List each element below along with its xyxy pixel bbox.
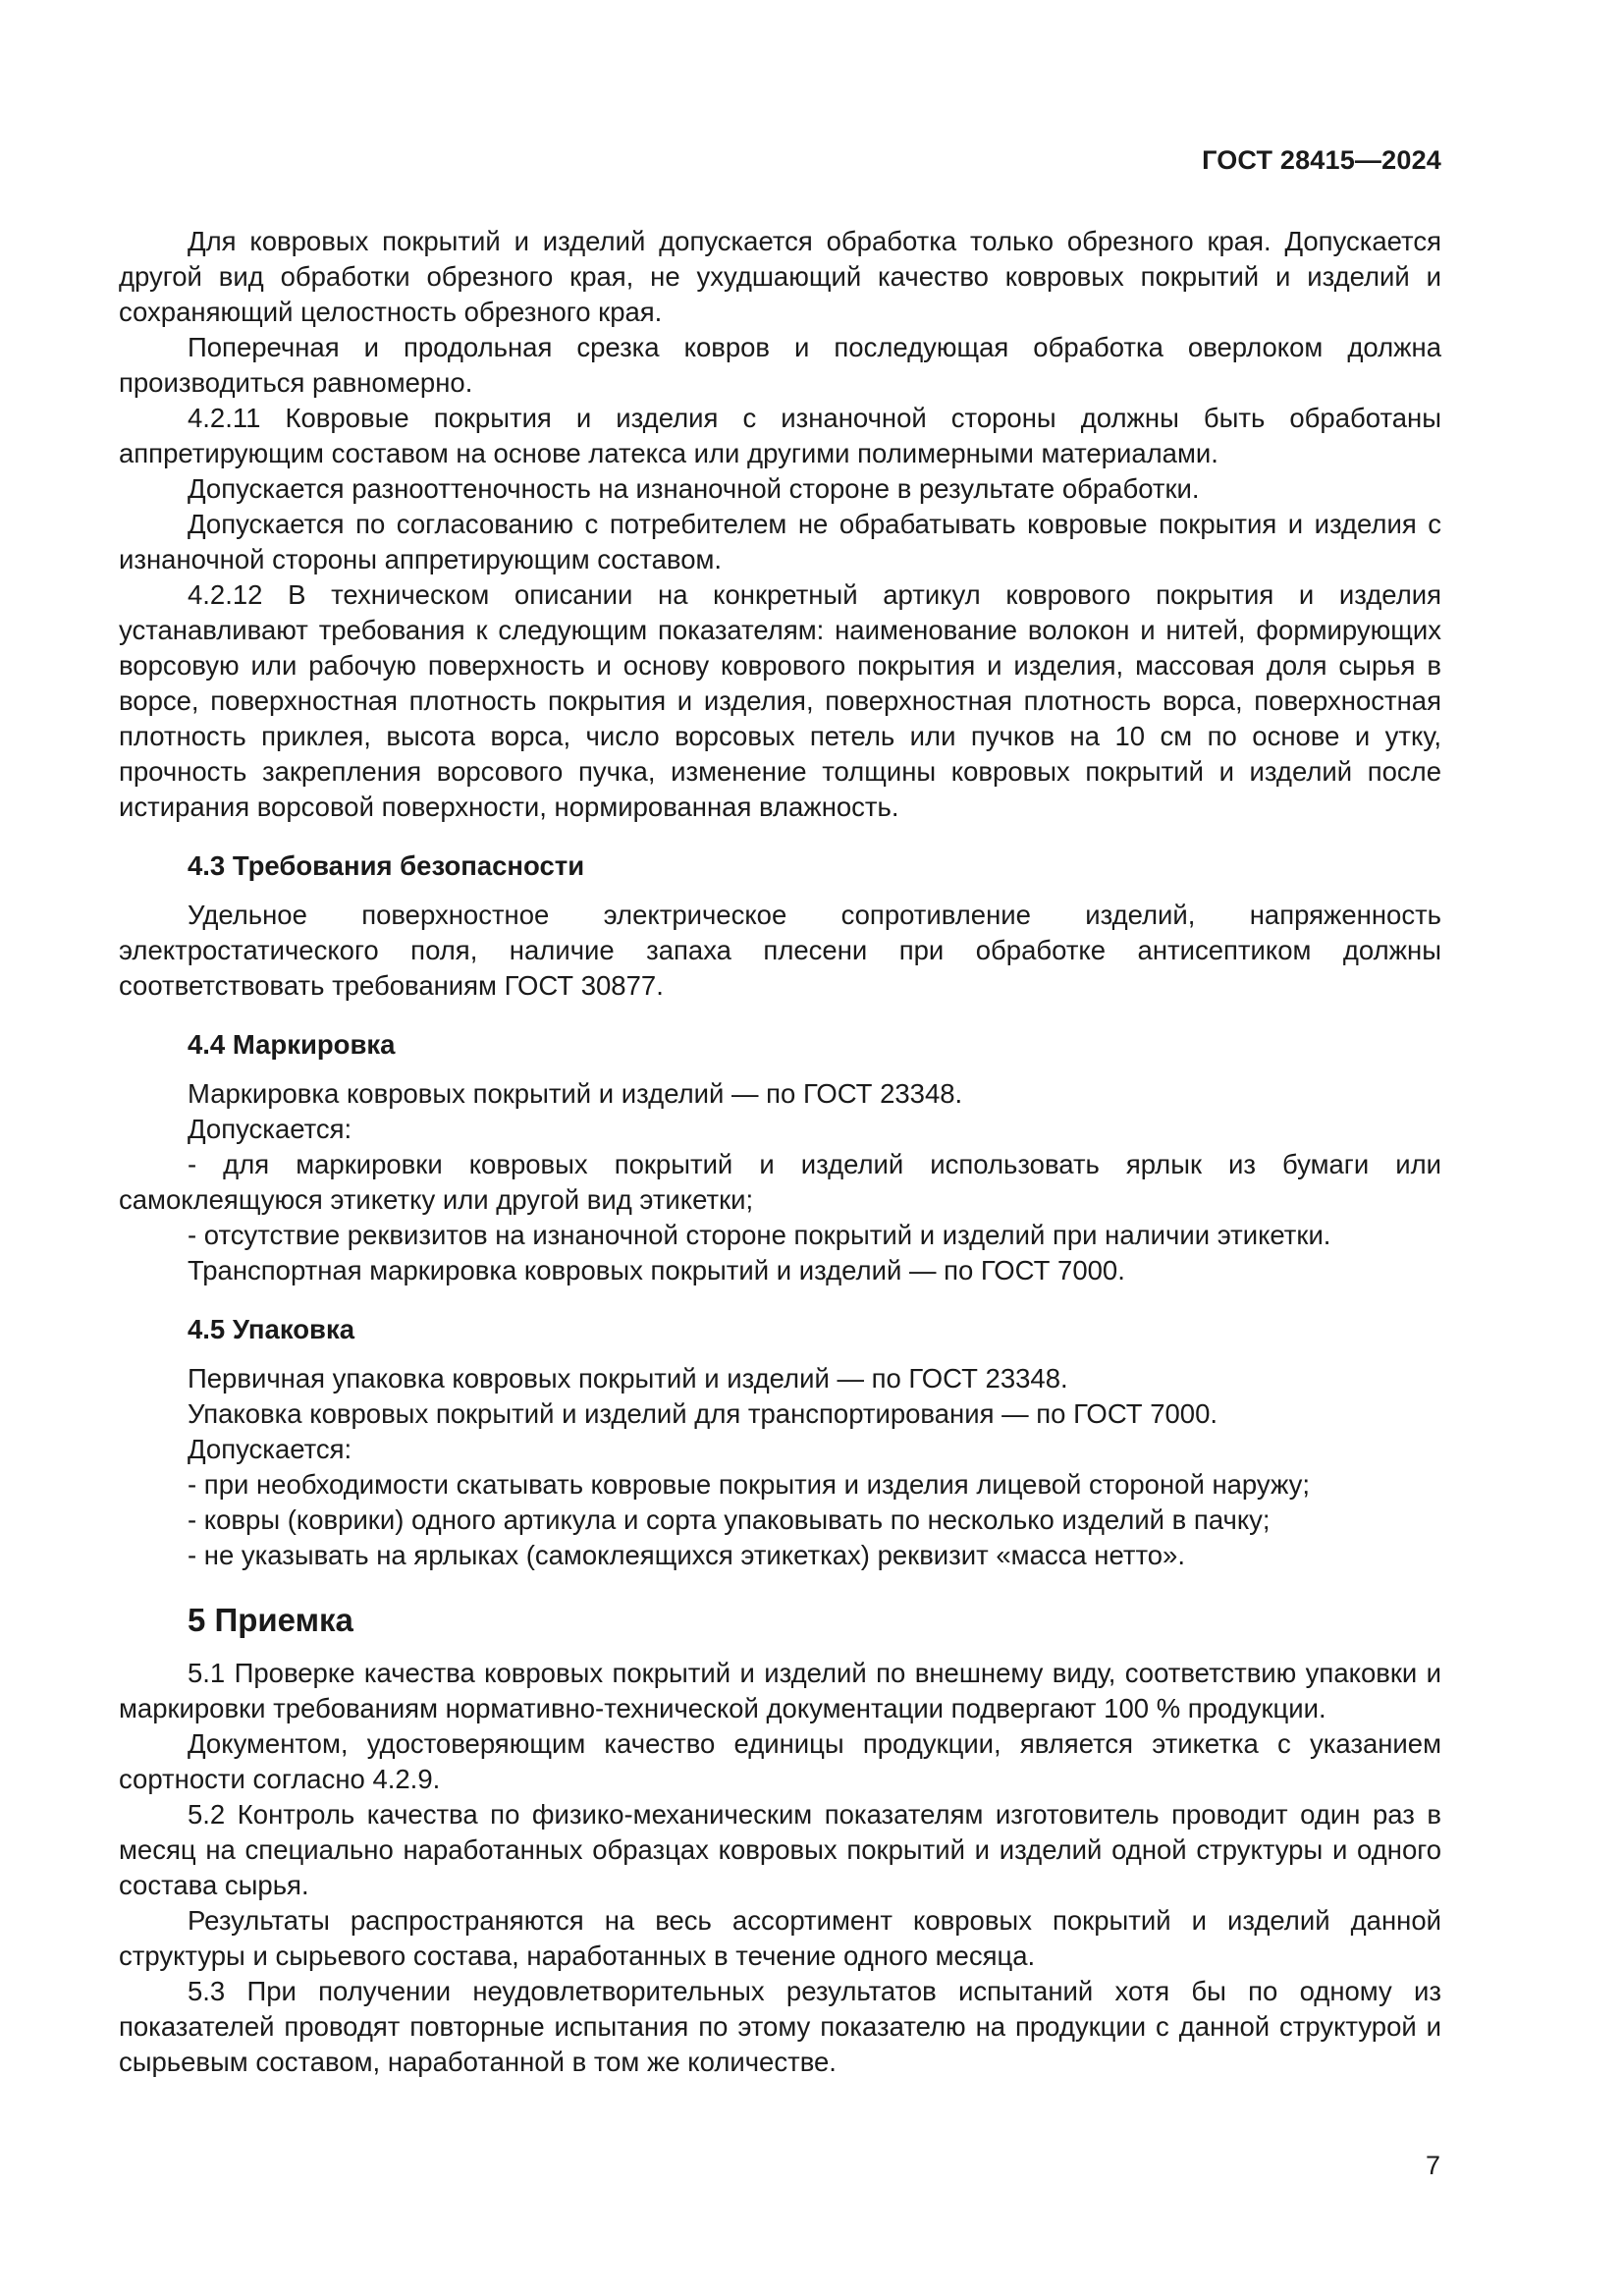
section-heading: 4.3 Требования безопасности <box>188 850 585 881</box>
section-heading: 4.4 Маркировка <box>188 1029 396 1060</box>
paragraph: Документом, удостоверяющим качество единицы продукции, является этикетка с указанием сортности согласно 4.2.9. <box>119 1728 1441 1794</box>
paragraph: Допускается по согласованию с потребителем не обрабатывать ковровые покрытия и изделия с изнаночной стороны аппретирующим составом. <box>119 509 1441 574</box>
paragraph: Для ковровых покрытий и изделий допускается обработка только обрезного края. Допускается другой вид обработки обрезного края, не ухудшающий качество ковровых покрытий и изделий и сохраняющий целостность обрезного края. <box>119 226 1441 327</box>
paragraph: Допускается: <box>188 1114 352 1144</box>
paragraph: Маркировка ковровых покрытий и изделий — по ГОСТ 23348. <box>188 1078 963 1109</box>
paragraph: - при необходимости скатывать ковровые покрытия и изделия лицевой стороной наружу; <box>188 1469 1311 1500</box>
paragraph: Поперечная и продольная срезка ковров и последующая обработка оверлоком должна производиться равномерно. <box>119 332 1441 398</box>
paragraph: - не указывать на ярлыках (самоклеящихся этикетках) реквизит «масса нетто». <box>188 1540 1185 1570</box>
section-heading: 4.5 Упаковка <box>188 1314 354 1344</box>
chapter-heading: 5 Приемка <box>188 1602 353 1638</box>
paragraph: 4.2.11 Ковровые покрытия и изделия с изнаночной стороны должны быть обработаны аппретирующим составом на основе латекса или другими полимерными материалами. <box>119 403 1441 468</box>
document-body <box>119 224 1441 2080</box>
paragraph: - ковры (коврики) одного артикула и сорта упаковывать по несколько изделий в пачку; <box>188 1504 1271 1535</box>
paragraph: 4.2.12 В техническом описании на конкретный артикул коврового покрытия и изделия устанавливают требования к следующим показателям: наименование волокон и нитей, формирующих ворсовую или рабочую поверхность и основу коврового покрытия и изделия, массовая доля сырья в ворсе, поверхностная плотность покрытия и изделия, поверхностная плотность ворса, поверхностная плотность приклея, высота ворса, число ворсовых петель или пучков на 10 см по основе и утку, прочность закрепления ворсового пучка, изменение толщины ковровых покрытий и изделий после истирания ворсовой поверхности, нормированная влажность. <box>119 579 1441 822</box>
paragraph: Допускается разнооттеночность на изнаночной стороне в результате обработки. <box>188 473 1200 504</box>
paragraph: Упаковка ковровых покрытий и изделий для транспортирования — по ГОСТ 7000. <box>188 1398 1218 1429</box>
paragraph: Результаты распространяются на весь ассортимент ковровых покрытий и изделий данной структуры и сырьевого состава, наработанных в течение одного месяца. <box>119 1905 1441 1971</box>
paragraph: - для маркировки ковровых покрытий и изделий использовать ярлык из бумаги или самоклеящуюся этикетку или другой вид этикетки; <box>119 1149 1441 1215</box>
document-code: ГОСТ 28415—2024 <box>1202 145 1441 175</box>
paragraph: Допускается: <box>188 1434 352 1464</box>
paragraph: - отсутствие реквизитов на изнаночной стороне покрытий и изделий при наличии этикетки. <box>188 1220 1331 1250</box>
paragraph: 5.3 При получении неудовлетворительных результатов испытаний хотя бы по одному из показателей проводят повторные испытания по этому показателю на продукции с данной структурой и сырьевым составом, наработанной в том же количестве. <box>119 1976 1441 2077</box>
paragraph: Удельное поверхностное электрическое сопротивление изделий, напряженность электростатического поля, наличие запаха плесени при обработке антисептиком должны соответствовать требованиям ГОСТ 30877. <box>119 900 1441 1001</box>
page-number: 7 <box>1425 2151 1440 2180</box>
paragraph: 5.1 Проверке качества ковровых покрытий и изделий по внешнему виду, соответствию упаковки и маркировки требованиям нормативно-технической документации подвергают 100 % продукции. <box>119 1658 1441 1723</box>
paragraph: 5.2 Контроль качества по физико-механическим показателям изготовитель проводит один раз в месяц на специально наработанных образцах ковровых покрытий и изделий одной структуры и одного состава сырья. <box>119 1799 1441 1900</box>
paragraph: Первичная упаковка ковровых покрытий и изделий — по ГОСТ 23348. <box>188 1363 1068 1394</box>
paragraph: Транспортная маркировка ковровых покрытий и изделий — по ГОСТ 7000. <box>188 1255 1125 1285</box>
